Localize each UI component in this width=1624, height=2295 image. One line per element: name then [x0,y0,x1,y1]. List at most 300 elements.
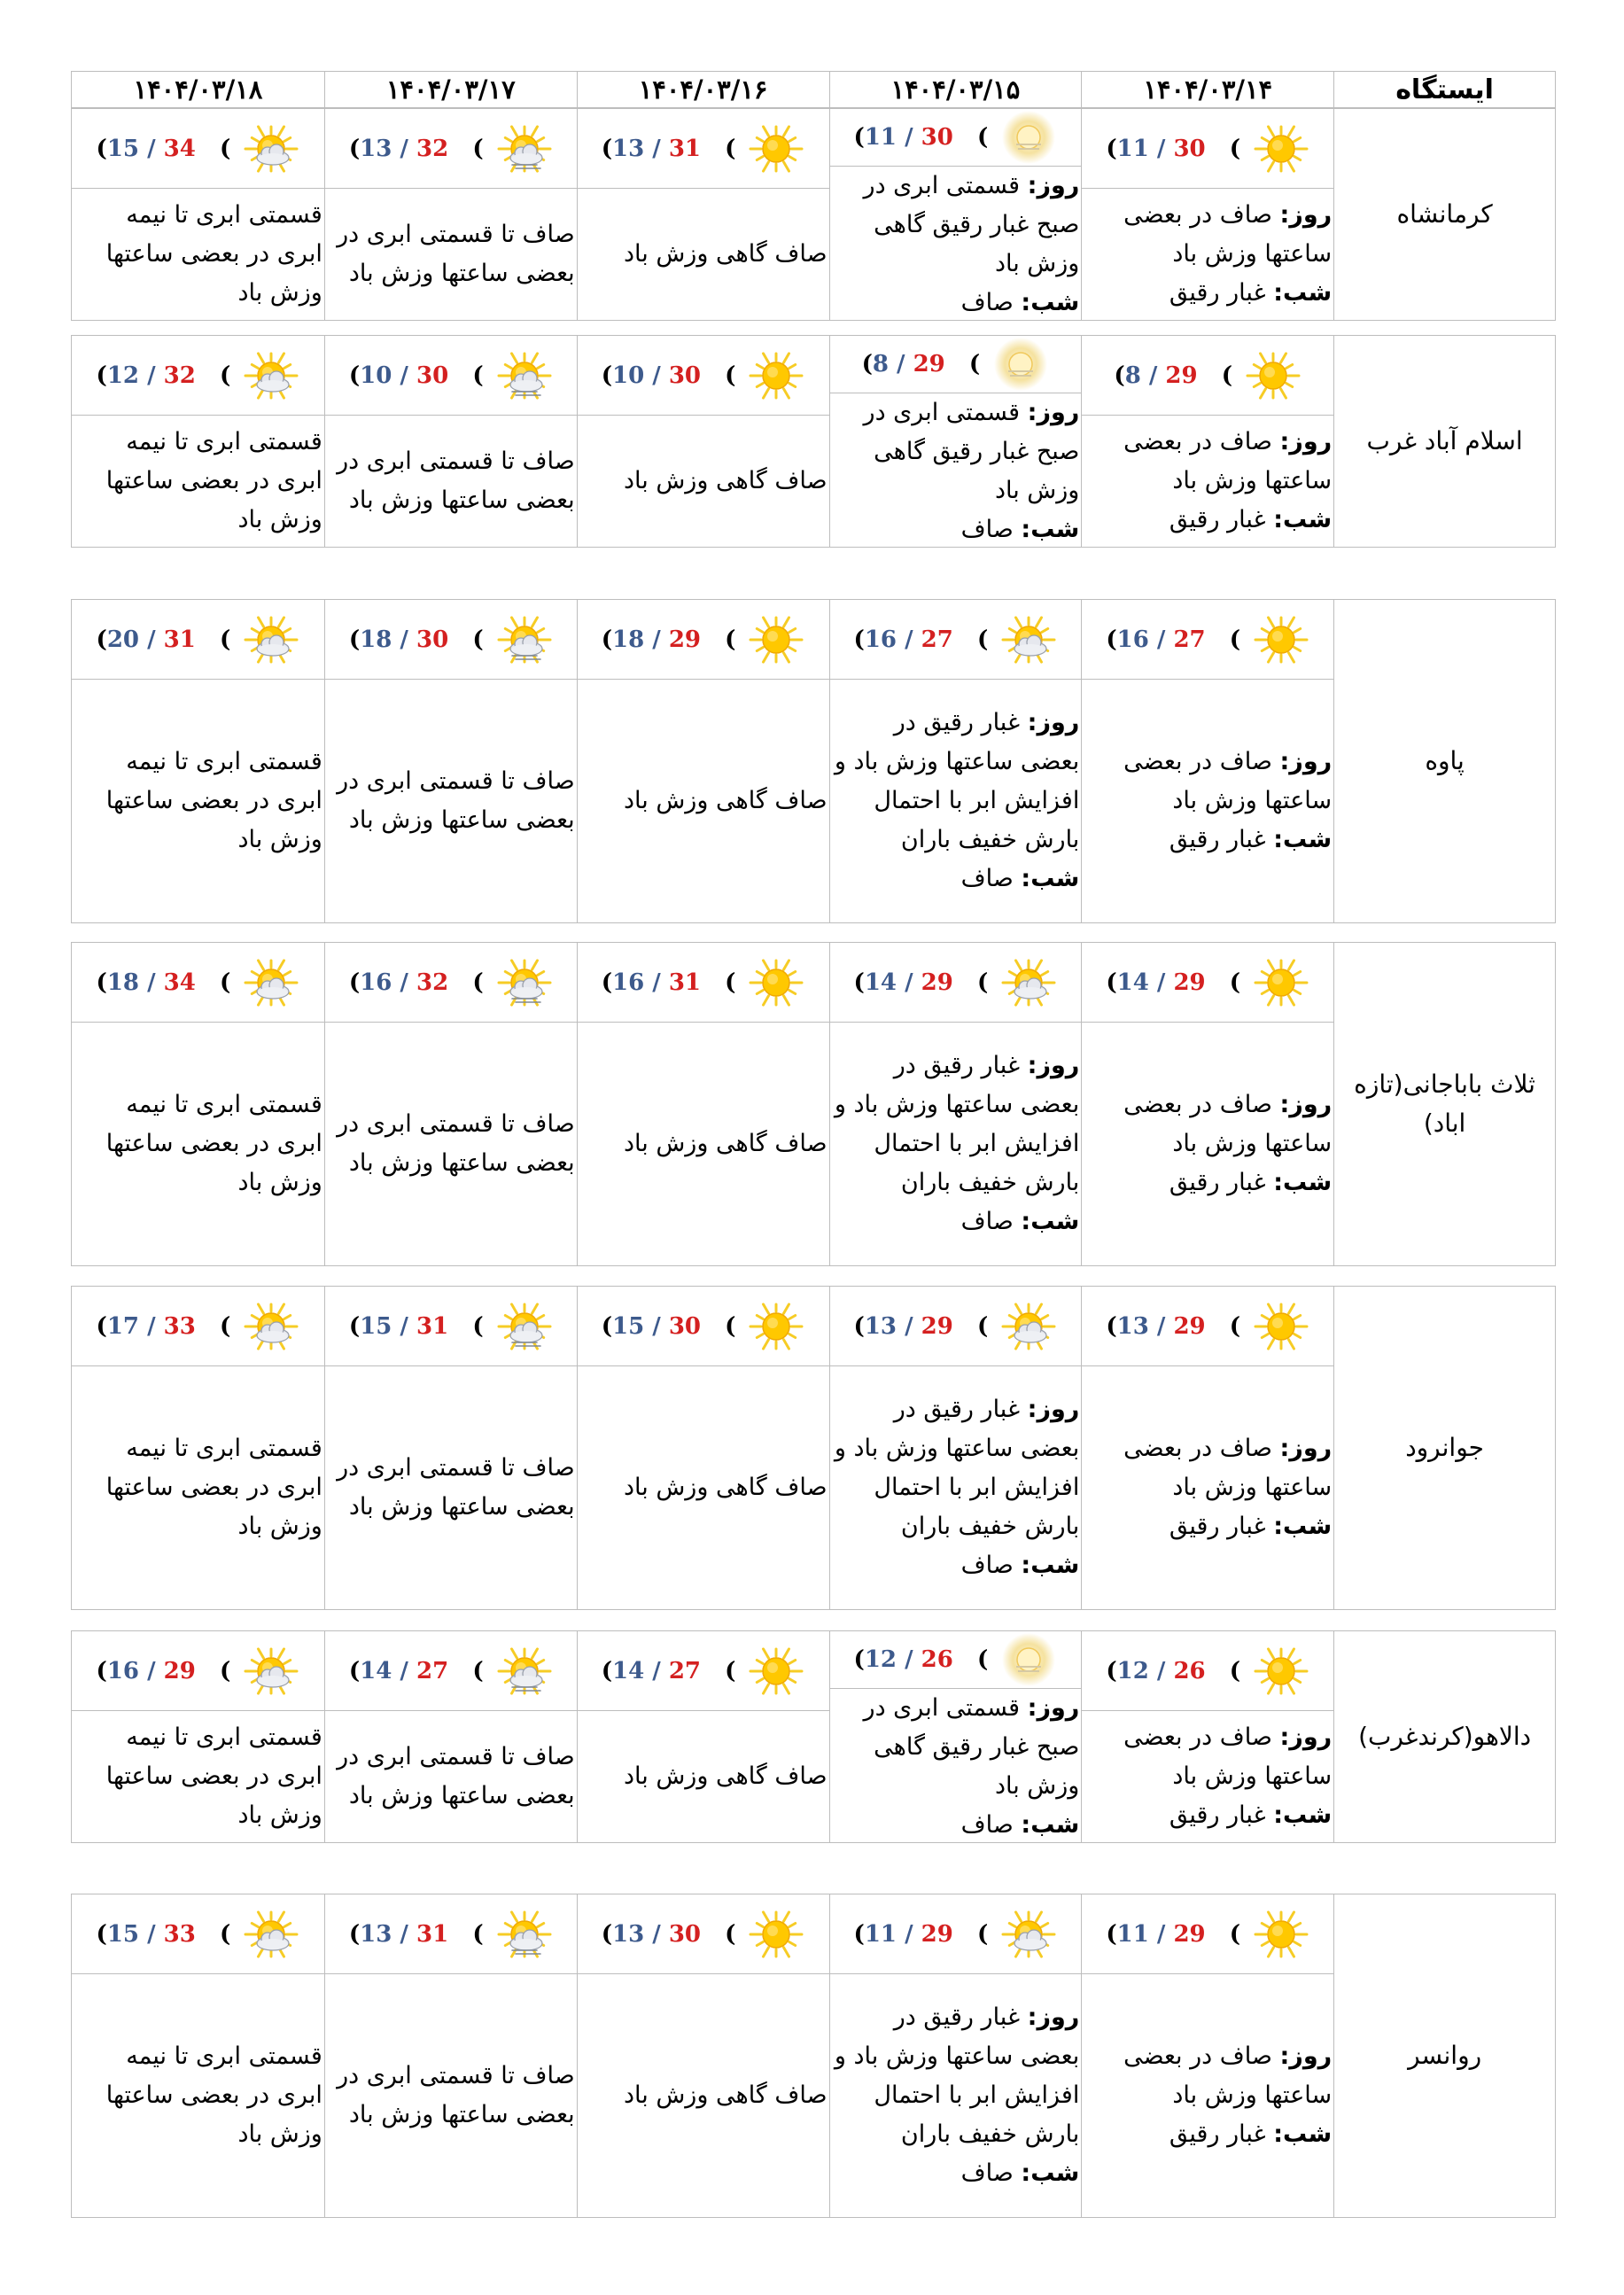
temperature-range: (11 / 30 ( [1106,135,1241,162]
day-forecast: قسمتی ابری در صبح غبار رقیق گاهی وزش باد [863,1694,1080,1800]
forecast-description [1082,1023,1333,1265]
max-temp: 29 [921,969,953,996]
description-text [832,393,1080,549]
forecast-cell [829,600,1082,922]
temperature-row [325,1631,577,1711]
temp-separator: / [897,351,905,377]
night-label: شب: [1273,1169,1333,1196]
date-header: ۱۴۰۴/۰۳/۱۶ [577,72,829,107]
temperature-row [830,109,1082,167]
temp-separator: / [652,626,661,653]
min-temp: 10 [612,362,645,389]
temp-separator: / [1156,1312,1166,1340]
forecast-cell [72,943,324,1265]
partly-cloudy-icon [243,611,299,668]
forecast-cell [324,600,577,922]
day-label: روز: [1027,2003,1080,2031]
min-temp: 8 [872,351,889,377]
forecast-text: صاف تا قسمتی ابری در بعضی ساعتها وزش باد [337,1110,575,1177]
max-temp: 30 [416,626,449,653]
max-temp: 31 [668,969,701,996]
description-text [327,1738,575,1816]
sunny-icon [748,121,804,177]
forecast-description [830,1974,1082,2217]
temp-separator: / [147,1312,156,1340]
station-header: ایستگاه [1333,72,1555,107]
min-temp: 13 [360,135,392,162]
max-temp: 29 [1173,1312,1206,1340]
temperature-range: (18 / 29 ( [601,626,736,653]
night-label: شب: [1021,1208,1080,1235]
description-text [579,462,828,501]
forecast-description [1082,1974,1333,2217]
forecast-cell [1081,1894,1333,2217]
forecast-cell [1081,943,1333,1265]
temp-separator: / [147,1920,156,1948]
temperature-row [1082,943,1333,1023]
description-text [1084,1085,1332,1202]
temp-separator: / [905,1646,913,1673]
temp-separator: / [652,1312,661,1340]
description-text [832,167,1080,323]
description-text [832,704,1080,899]
station-name: جوانرود [1333,1287,1555,1609]
temperature-range: (11 / 30 ( [853,124,989,151]
date-header: ۱۴۰۴/۰۳/۱۴ [1081,72,1333,107]
temperature-row [1082,1631,1333,1711]
partly-cloudy-icon [243,121,299,177]
forecast-cell [72,336,324,547]
temperature-range: (13 / 31 ( [348,1920,484,1948]
description-text [74,743,322,860]
forecast-text: قسمتی ابری تا نیمه ابری در بعضی ساعتها وزش باد [105,1435,322,1540]
forecast-text: صاف گاهی وزش باد [623,1762,828,1790]
hazy-sun-icon [1000,109,1057,166]
description-text [74,1429,322,1546]
temp-separator: / [147,626,156,653]
min-temp: 15 [106,135,140,162]
description-text [327,2057,575,2135]
forecast-table [71,71,1556,2187]
temp-separator: / [400,626,408,653]
night-forecast: صاف [960,1811,1014,1839]
night-label: شب: [1273,826,1333,853]
temperature-row [325,1287,577,1366]
max-temp: 30 [1173,135,1206,162]
temp-separator: / [400,1657,408,1684]
max-temp: 32 [416,969,449,996]
forecast-cell [72,109,324,320]
day-label: روز: [1279,1723,1333,1751]
forecast-cell [577,109,829,320]
max-temp: 34 [163,969,196,996]
temperature-row [325,109,577,189]
forecast-text: صاف تا قسمتی ابری در بعضی ساعتها وزش باد [337,1743,575,1809]
partly-cloudy-icon [1000,1906,1057,1963]
night-label: شب: [1021,865,1080,892]
header-row [71,71,1556,108]
night-label: شب: [1021,289,1080,316]
forecast-description [578,1974,829,2217]
forecast-text: صاف تا قسمتی ابری در بعضی ساعتها وزش باد [337,221,575,287]
forecast-cell [577,1631,829,1842]
min-temp: 18 [612,626,645,653]
max-temp: 29 [1173,1920,1206,1948]
night-forecast: صاف [960,1208,1014,1235]
min-temp: 15 [360,1312,392,1340]
forecast-cell [829,1894,1082,2217]
day-label: روز: [1027,399,1080,426]
sunny-icon [748,954,804,1011]
min-temp: 15 [612,1312,645,1340]
forecast-description [325,1023,577,1265]
min-temp: 11 [864,124,897,151]
night-forecast: غبار رقیق [1169,1801,1266,1829]
day-label: روز: [1027,1396,1080,1423]
forecast-cell [324,336,577,547]
forecast-cell [1081,1631,1333,1842]
max-temp: 30 [668,1920,701,1948]
temperature-row [830,600,1082,680]
min-temp: 20 [106,626,140,653]
max-temp: 30 [668,1312,701,1340]
temperature-range: (16 / 32 ( [348,969,484,996]
night-forecast: صاف [960,2159,1014,2187]
forecast-description [1082,680,1333,922]
min-temp: 16 [612,969,645,996]
forecast-cell [324,943,577,1265]
description-text [74,423,322,540]
min-temp: 13 [864,1312,897,1340]
temperature-row [72,1894,324,1974]
forecast-description [72,1366,324,1609]
min-temp: 16 [1116,626,1149,653]
temperature-row [578,1894,829,1974]
min-temp: 15 [106,1920,140,1948]
description-text [1084,1718,1332,1835]
forecast-cell [72,1631,324,1842]
sunny-icon [748,1643,804,1700]
description-text [579,1468,828,1507]
max-temp: 34 [163,135,196,162]
forecast-cell [324,1287,577,1609]
station-block [71,1894,1556,2218]
forecast-description [830,167,1082,323]
temp-separator: / [652,135,661,162]
night-forecast: غبار رقیق [1169,2120,1266,2148]
forecast-description [325,1974,577,2217]
temperature-row [1082,1894,1333,1974]
forecast-text: صاف گاهی وزش باد [623,787,828,814]
forecast-cell [324,1631,577,1842]
forecast-cell [1081,109,1333,320]
forecast-description [578,189,829,320]
night-label: شب: [1021,516,1080,543]
max-temp: 31 [163,626,196,653]
min-temp: 16 [864,626,897,653]
temperature-row [72,1631,324,1711]
day-label: روز: [1279,1435,1333,1462]
max-temp: 27 [921,626,953,653]
temp-separator: / [1156,1920,1166,1948]
sun-wind-cloud-icon [496,1298,553,1355]
max-temp: 29 [668,626,701,653]
min-temp: 13 [1116,1312,1149,1340]
max-temp: 30 [668,362,701,389]
forecast-text: قسمتی ابری تا نیمه ابری در بعضی ساعتها وزش باد [105,1723,322,1829]
temp-separator: / [400,1312,408,1340]
sunny-icon [1253,1906,1309,1963]
description-text [74,1718,322,1835]
day-forecast: صاف در بعضی ساعتها وزش باد [1123,1435,1333,1501]
day-forecast: صاف در بعضی ساعتها وزش باد [1123,201,1333,268]
min-temp: 17 [106,1312,140,1340]
min-temp: 11 [1116,1920,1149,1948]
temperature-row [578,336,829,416]
forecast-description [578,1023,829,1265]
temp-separator: / [400,1920,408,1948]
temperature-row [72,943,324,1023]
sunny-icon [1253,1643,1309,1700]
temp-separator: / [400,362,408,389]
temperature-range: (13 / 31 ( [601,135,736,162]
description-text [579,1757,828,1796]
temperature-range: (10 / 30 ( [601,362,736,389]
min-temp: 8 [1124,362,1141,389]
forecast-description [578,1711,829,1842]
forecast-description [72,189,324,320]
forecast-cell [577,600,829,922]
max-temp: 33 [163,1920,196,1948]
temperature-range: (10 / 30 ( [348,362,484,389]
temperature-row [72,1287,324,1366]
forecast-cell [577,336,829,547]
partly-cloudy-icon [243,954,299,1011]
forecast-description [830,1366,1082,1609]
day-forecast: قسمتی ابری در صبح غبار رقیق گاهی وزش باد [863,399,1080,504]
forecast-text: صاف گاهی وزش باد [623,1130,828,1157]
forecast-text: قسمتی ابری تا نیمه ابری در بعضی ساعتها وزش باد [105,748,322,853]
description-text [832,1998,1080,2193]
station-name: دالاهو(کرندغرب) [1333,1631,1555,1842]
temp-separator: / [400,135,408,162]
temperature-range: (8 / 29 ( [1114,362,1233,389]
sunny-icon [748,347,804,404]
forecast-description [578,680,829,922]
forecast-description [830,1689,1082,1845]
temperature-range: (15 / 34 ( [96,135,231,162]
forecast-cell [324,1894,577,2217]
description-text [74,196,322,313]
forecast-description [72,1023,324,1265]
day-label: روز: [1027,172,1080,199]
temperature-range: (14 / 29 ( [853,969,989,996]
temp-separator: / [147,969,156,996]
night-forecast: غبار رقیق [1169,279,1266,307]
temperature-row [1082,336,1333,416]
day-label: روز: [1279,748,1333,775]
max-temp: 29 [163,1657,196,1684]
min-temp: 10 [360,362,392,389]
sunny-icon [1245,347,1302,404]
forecast-description [830,1023,1082,1265]
max-temp: 31 [416,1312,449,1340]
temperature-row [325,1894,577,1974]
station-block [71,599,1556,923]
partly-cloudy-icon [243,1906,299,1963]
station-name: روانسر [1333,1894,1555,2217]
forecast-description [325,1366,577,1609]
description-text [327,762,575,840]
hazy-sun-icon [1000,1631,1057,1688]
date-header: ۱۴۰۴/۰۳/۱۵ [829,72,1082,107]
day-label: روز: [1027,709,1080,736]
sunny-icon [1253,121,1309,177]
sunny-icon [1253,1298,1309,1355]
night-label: شب: [1273,1801,1333,1829]
description-text [1084,743,1332,860]
description-text [1084,423,1332,540]
night-forecast: صاف [960,865,1014,892]
sun-wind-cloud-icon [496,611,553,668]
sunny-icon [1253,954,1309,1011]
day-label: روز: [1279,1091,1333,1118]
temperature-range: (16 / 27 ( [853,626,989,653]
night-label: شب: [1273,506,1333,533]
day-label: روز: [1027,1694,1080,1722]
max-temp: 27 [668,1657,701,1684]
station-name: پاوه [1333,600,1555,922]
station-block [71,942,1556,1266]
day-forecast: صاف در بعضی ساعتها وزش باد [1123,2042,1333,2109]
min-temp: 12 [106,362,140,389]
temperature-range: (16 / 31 ( [601,969,736,996]
partly-cloudy-icon [1000,954,1057,1011]
partly-cloudy-icon [1000,1298,1057,1355]
description-text [1084,196,1332,313]
min-temp: 11 [864,1920,897,1948]
temperature-row [578,943,829,1023]
temperature-range: (15 / 30 ( [601,1312,736,1340]
night-label: شب: [1021,1811,1080,1839]
hazy-sun-icon [992,336,1049,393]
day-forecast: غبار رقیق در بعضی ساعتها وزش باد و افزایش ابر با احتمال بارش خفیف باران [834,1396,1080,1540]
sun-wind-cloud-icon [496,1906,553,1963]
temp-separator: / [905,969,913,996]
temperature-row [578,109,829,189]
night-label: شب: [1273,1513,1333,1540]
day-forecast: غبار رقیق در بعضی ساعتها وزش باد و افزایش ابر با احتمال بارش خفیف باران [834,1052,1080,1196]
partly-cloudy-icon [243,1643,299,1700]
forecast-description [1082,1366,1333,1609]
max-temp: 30 [921,124,953,151]
forecast-description [325,1711,577,1842]
temp-separator: / [1156,135,1166,162]
forecast-text: صاف تا قسمتی ابری در بعضی ساعتها وزش باد [337,447,575,514]
forecast-text: صاف گاهی وزش باد [623,240,828,268]
night-label: شب: [1273,279,1333,307]
forecast-text: قسمتی ابری تا نیمه ابری در بعضی ساعتها وزش باد [105,1091,322,1196]
night-label: شب: [1021,1552,1080,1579]
forecast-text: صاف گاهی وزش باد [623,1474,828,1501]
description-text [579,1124,828,1163]
max-temp: 29 [921,1920,953,1948]
forecast-text: قسمتی ابری تا نیمه ابری در بعضی ساعتها وزش باد [105,201,322,307]
station-block [71,1286,1556,1610]
temp-separator: / [652,969,661,996]
max-temp: 27 [1173,626,1206,653]
max-temp: 26 [921,1646,953,1673]
forecast-cell [577,1287,829,1609]
sun-wind-cloud-icon [496,347,553,404]
forecast-text: صاف گاهی وزش باد [623,467,828,494]
day-forecast: قسمتی ابری در صبح غبار رقیق گاهی وزش باد [863,172,1080,277]
description-text [327,215,575,293]
date-header: ۱۴۰۴/۰۳/۱۸ [133,74,263,105]
forecast-description [325,416,577,547]
forecast-cell [829,1631,1082,1842]
max-temp: 30 [416,362,449,389]
temperature-row [72,109,324,189]
temperature-range: (14 / 27 ( [348,1657,484,1684]
forecast-description [325,680,577,922]
min-temp: 13 [360,1920,392,1948]
forecast-cell [1081,600,1333,922]
forecast-description [578,1366,829,1609]
min-temp: 18 [106,969,140,996]
temperature-range: (12 / 32 ( [96,362,231,389]
forecast-description [1082,1711,1333,1842]
day-label: روز: [1279,201,1333,229]
station-block [71,1630,1556,1843]
sunny-icon [748,1906,804,1963]
description-text [832,1046,1080,1241]
station-name: اسلام آباد غرب [1333,336,1555,547]
forecast-text: صاف تا قسمتی ابری در بعضی ساعتها وزش باد [337,767,575,834]
max-temp: 29 [913,351,945,377]
min-temp: 14 [1116,969,1149,996]
max-temp: 33 [163,1312,196,1340]
description-text [832,1689,1080,1845]
forecast-cell [829,109,1082,320]
temperature-range: (13 / 32 ( [348,135,484,162]
temperature-row [830,1894,1082,1974]
description-text [579,782,828,821]
description-text [327,442,575,520]
night-forecast: غبار رقیق [1169,1513,1266,1540]
night-label: شب: [1273,2120,1333,2148]
temperature-range: (14 / 29 ( [1106,969,1241,996]
temp-separator: / [147,1657,156,1684]
min-temp: 12 [1116,1657,1149,1684]
temperature-range: (16 / 29 ( [96,1657,231,1684]
forecast-description [1082,416,1333,547]
temperature-row [1082,600,1333,680]
temperature-range: (12 / 26 ( [853,1646,989,1673]
max-temp: 31 [668,135,701,162]
day-forecast: صاف در بعضی ساعتها وزش باد [1123,1091,1333,1157]
temp-separator: / [905,124,913,151]
temperature-row [830,1631,1082,1689]
min-temp: 16 [106,1657,140,1684]
sun-wind-cloud-icon [496,121,553,177]
day-label: روز: [1279,428,1333,455]
description-text [74,1085,322,1202]
sunny-icon [748,1298,804,1355]
temperature-range: (16 / 27 ( [1106,626,1241,653]
night-forecast: غبار رقیق [1169,506,1266,533]
max-temp: 31 [416,1920,449,1948]
